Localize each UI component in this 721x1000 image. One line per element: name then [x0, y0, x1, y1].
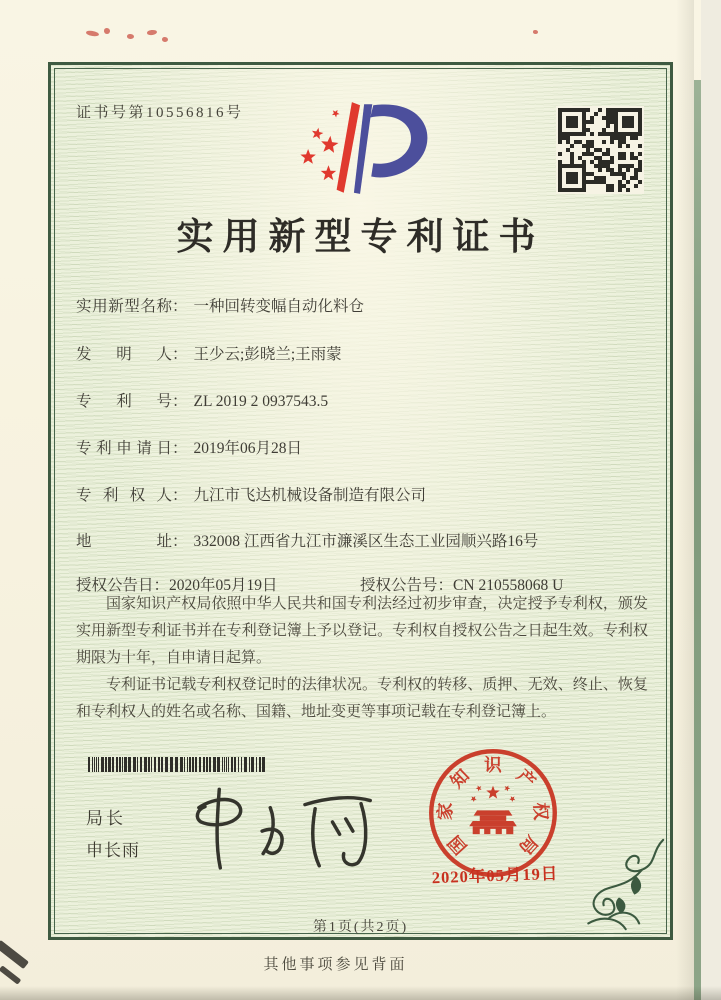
field-value: ZL 2019 2 0937543.5 [193, 393, 329, 410]
director-name: 申长雨 [86, 841, 140, 860]
red-ink-speck [533, 30, 538, 34]
scan-edge-paper [701, 0, 721, 1000]
scan-bottom-shadow [0, 986, 721, 1000]
cnipa-logo-icon [270, 92, 446, 204]
field-value: 王少云;彭晓兰;王雨蒙 [193, 346, 342, 363]
field-value: 2019年06月28日 [193, 440, 303, 457]
director-signature [180, 773, 385, 875]
red-ink-speck [127, 34, 134, 39]
field-colon: ： [172, 298, 188, 315]
field-row-inventors [76, 342, 651, 364]
qr-code [556, 106, 644, 194]
grant-number-value: CN 210558068 U [453, 577, 564, 594]
footer-note: 其他事项参见背面 [263, 957, 408, 973]
field-row-patent-number [76, 389, 651, 411]
field-value: 一种回转变幅自动化料仓 [193, 298, 365, 315]
certificate-number: 证书号第10556816号 [76, 105, 244, 121]
legal-paragraph: 专利证书记载专利权登记时的法律状况。专利权的转移、质押、无效、终止、恢复和专利权人的姓名或名称、国籍、地址变更等事项记载在专利登记簿上。 [76, 677, 648, 720]
field-value: 332008 江西省九江市濂溪区生态工业园顺兴路16号 [193, 533, 539, 550]
corner-ink-mark [0, 965, 21, 985]
field-label: 实用新型名称 [76, 298, 172, 315]
field-colon: ： [172, 533, 188, 550]
svg-text:权: 权 [530, 802, 552, 821]
corner-ink-mark [0, 940, 29, 969]
field-label: 发明人 [76, 346, 172, 363]
certificate-title: 实用新型专利证书 [176, 217, 545, 258]
director-label: 局长 [86, 809, 126, 828]
page-indicator: 第1页(共2页) [312, 920, 409, 935]
svg-text:国: 国 [444, 831, 471, 859]
field-row-filing-date [76, 436, 651, 458]
field-row-address [76, 529, 651, 551]
grant-date-value: 2020年05月19日 [169, 577, 278, 594]
seal-date: 2020年05月19日 [431, 863, 559, 888]
svg-text:识: 识 [484, 755, 502, 776]
svg-text:局: 局 [515, 831, 542, 859]
field-colon: ： [172, 487, 188, 504]
field-label: 地址 [76, 533, 172, 550]
field-label: 专利申请日 [76, 440, 172, 457]
svg-text:家: 家 [434, 802, 456, 821]
field-label: 专利权人 [76, 487, 172, 504]
red-ink-speck [86, 30, 100, 37]
legal-text [76, 591, 648, 726]
field-colon: ： [437, 577, 454, 594]
barcode [88, 757, 266, 772]
page-edge-stripe [694, 80, 701, 1000]
field-value: 九江市飞达机械设备制造有限公司 [193, 487, 427, 504]
legal-paragraph: 国家知识产权局依照中华人民共和国专利法经过初步审查，决定授予专利权，颁发实用新型专利证书并在专利登记簿上予以登记。专利权自授权公告之日起生效。专利权期限为十年，自申请日起算。 [76, 596, 648, 666]
red-ink-speck [162, 37, 168, 42]
scan-edge-shadow [676, 0, 694, 1000]
field-colon: ： [172, 393, 188, 410]
grant-number-label: 授权公告号 [360, 577, 438, 594]
svg-text:产: 产 [512, 765, 540, 792]
field-label: 专利号 [76, 393, 172, 410]
red-ink-speck [147, 29, 158, 35]
svg-text:知: 知 [446, 765, 474, 792]
field-colon: ： [172, 346, 188, 363]
field-row-invention-name [76, 294, 651, 316]
field-colon: ： [172, 440, 188, 457]
red-ink-speck [104, 28, 110, 34]
field-colon: ： [153, 577, 170, 594]
field-row-patentee [76, 483, 651, 505]
grant-date-label: 授权公告日 [76, 577, 154, 594]
